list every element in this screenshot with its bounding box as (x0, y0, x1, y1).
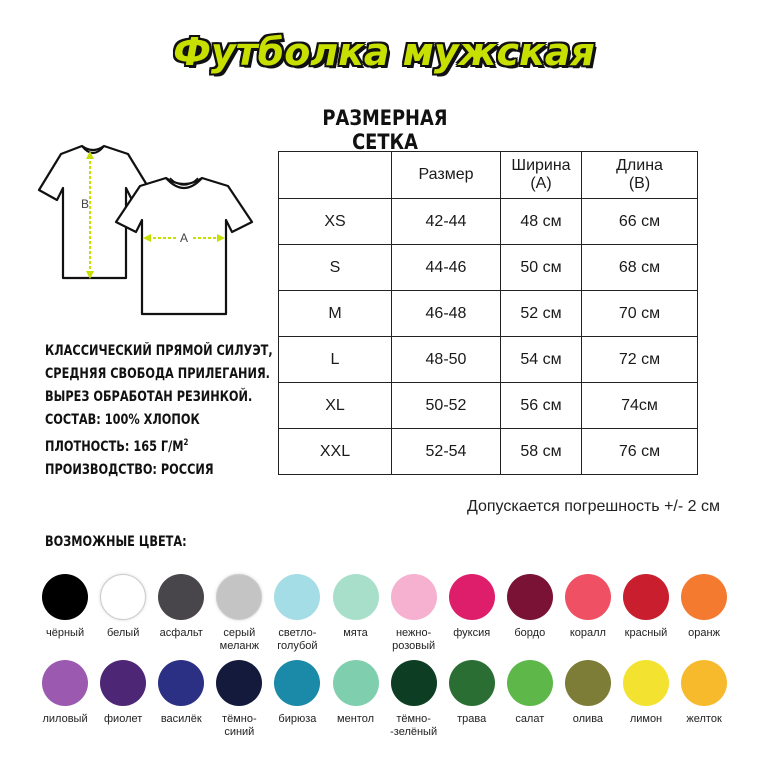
color-swatch[interactable] (326, 660, 384, 739)
color-swatch[interactable] (559, 660, 617, 739)
color-circle (158, 660, 204, 706)
table-row (279, 429, 698, 475)
color-name: желток (686, 713, 722, 725)
color-circle (42, 574, 88, 620)
cell-width: 48 см (501, 199, 582, 245)
color-circle (100, 574, 146, 620)
color-name: салат (515, 713, 545, 725)
cell-size: 48-50 (392, 337, 501, 383)
color-name: серый меланж (219, 627, 259, 652)
label-a: A (180, 231, 189, 245)
color-name: мята (343, 627, 368, 639)
color-swatch[interactable] (268, 574, 326, 653)
color-circle (507, 660, 553, 706)
page-title: Футболка мужская (173, 30, 595, 74)
color-swatch[interactable] (385, 660, 443, 739)
cell-length: 68 см (582, 245, 698, 291)
production-line: ПРОИЗВОДСТВО: РОССИЯ (45, 461, 214, 478)
cell-length: 66 см (582, 199, 698, 245)
color-name: чёрный (46, 627, 85, 639)
color-swatch[interactable] (617, 660, 675, 739)
header-width: Ширина (А) (501, 152, 582, 199)
size-chart-heading: РАЗМЕРНАЯ СЕТКА (322, 106, 448, 154)
color-circle (681, 574, 727, 620)
colors-heading: ВОЗМОЖНЫЕ ЦВЕТА: (45, 534, 187, 550)
color-name: фиолет (104, 713, 143, 725)
color-swatch[interactable] (268, 660, 326, 739)
color-name: василёк (160, 713, 202, 725)
color-name: лиловый (42, 713, 88, 725)
color-circle (565, 574, 611, 620)
color-circle (274, 660, 320, 706)
cell-length: 74см (582, 383, 698, 429)
cell-width: 56 см (501, 383, 582, 429)
color-name: асфальт (159, 627, 203, 639)
color-name: коралл (569, 627, 606, 639)
color-name: фуксия (453, 627, 491, 639)
cell-size-code: XS (279, 199, 392, 245)
color-circle (507, 574, 553, 620)
table-row (279, 337, 698, 383)
color-swatch[interactable] (210, 574, 268, 653)
product-description (45, 340, 273, 482)
color-name: лимон (629, 713, 663, 725)
color-circle (42, 660, 88, 706)
table-row (279, 245, 698, 291)
table-header-row (279, 152, 698, 199)
cell-size: 44-46 (392, 245, 501, 291)
cell-width: 50 см (501, 245, 582, 291)
description-line: КЛАССИЧЕСКИЙ ПРЯМОЙ СИЛУЭТ, (45, 343, 273, 359)
cell-length: 70 см (582, 291, 698, 337)
description-line: СРЕДНЯЯ СВОБОДА ПРИЛЕГАНИЯ. (45, 366, 270, 382)
color-swatch[interactable] (559, 574, 617, 653)
header-size: Размер (392, 152, 501, 199)
table-row (279, 291, 698, 337)
size-table (278, 151, 698, 475)
color-name: нежно- розовый (392, 627, 436, 652)
color-circle (274, 574, 320, 620)
color-swatch[interactable] (94, 660, 152, 739)
color-circle (449, 660, 495, 706)
label-b: B (81, 197, 90, 211)
color-circle (391, 660, 437, 706)
cell-length: 72 см (582, 337, 698, 383)
tolerance-note: Допускается погрешность +/- 2 см (466, 498, 720, 515)
color-name: трава (457, 713, 487, 725)
color-swatch[interactable] (36, 574, 94, 653)
cell-size-code: XXL (279, 429, 392, 475)
header-blank (279, 152, 392, 199)
color-circle (391, 574, 437, 620)
color-name: бордо (514, 627, 546, 639)
table-row (279, 383, 698, 429)
tshirt-diagram (28, 138, 278, 318)
cell-size-code: M (279, 291, 392, 337)
color-circle (449, 574, 495, 620)
color-name: тёмно- синий (222, 713, 257, 738)
tshirt-front-icon (116, 178, 252, 314)
color-swatch[interactable] (675, 660, 733, 739)
cell-width: 52 см (501, 291, 582, 337)
density-line: ПЛОТНОСТЬ: 165 $Г/М^2$ (45, 438, 189, 455)
description-line: ВЫРЕЗ ОБРАБОТАН РЕЗИНКОЙ. (45, 389, 253, 405)
color-swatch[interactable] (210, 660, 268, 739)
composition-line: СОСТАВ: 100% ХЛОПОК (45, 412, 200, 428)
cell-size: 42-44 (392, 199, 501, 245)
color-swatch[interactable] (385, 574, 443, 653)
cell-size-code: L (279, 337, 392, 383)
color-circle (333, 574, 379, 620)
table-row (279, 199, 698, 245)
color-swatch[interactable] (501, 660, 559, 739)
cell-size-code: S (279, 245, 392, 291)
color-swatch[interactable] (443, 574, 501, 653)
color-swatch[interactable] (617, 574, 675, 653)
color-circle (100, 660, 146, 706)
color-circle (565, 660, 611, 706)
cell-size: 50-52 (392, 383, 501, 429)
color-name: олива (572, 713, 604, 725)
color-swatch[interactable] (675, 574, 733, 653)
color-name: белый (106, 627, 140, 639)
color-name: красный (624, 627, 668, 639)
color-swatch[interactable] (152, 574, 210, 653)
color-swatch[interactable] (36, 660, 94, 739)
color-name: тёмно- -зелёный (390, 713, 438, 738)
color-name: бирюза (278, 713, 317, 725)
color-name: оранж (688, 627, 720, 639)
color-swatch[interactable] (94, 574, 152, 653)
color-circle (681, 660, 727, 706)
color-swatch[interactable] (152, 660, 210, 739)
cell-size: 46-48 (392, 291, 501, 337)
color-swatch-row-1 (36, 574, 736, 653)
color-circle (158, 574, 204, 620)
cell-width: 54 см (501, 337, 582, 383)
cell-size: 52-54 (392, 429, 501, 475)
color-swatch[interactable] (326, 574, 384, 653)
color-circle (216, 574, 262, 620)
color-swatch-row-2 (36, 660, 736, 739)
color-circle (623, 574, 669, 620)
color-circle (333, 660, 379, 706)
color-circle (216, 660, 262, 706)
cell-length: 76 см (582, 429, 698, 475)
color-circle (623, 660, 669, 706)
cell-size-code: XL (279, 383, 392, 429)
color-swatch[interactable] (443, 660, 501, 739)
color-swatch[interactable] (501, 574, 559, 653)
color-name: ментол (337, 713, 374, 725)
cell-width: 58 см (501, 429, 582, 475)
header-length: Длина (В) (582, 152, 698, 199)
color-name: светло- голубой (277, 627, 318, 652)
